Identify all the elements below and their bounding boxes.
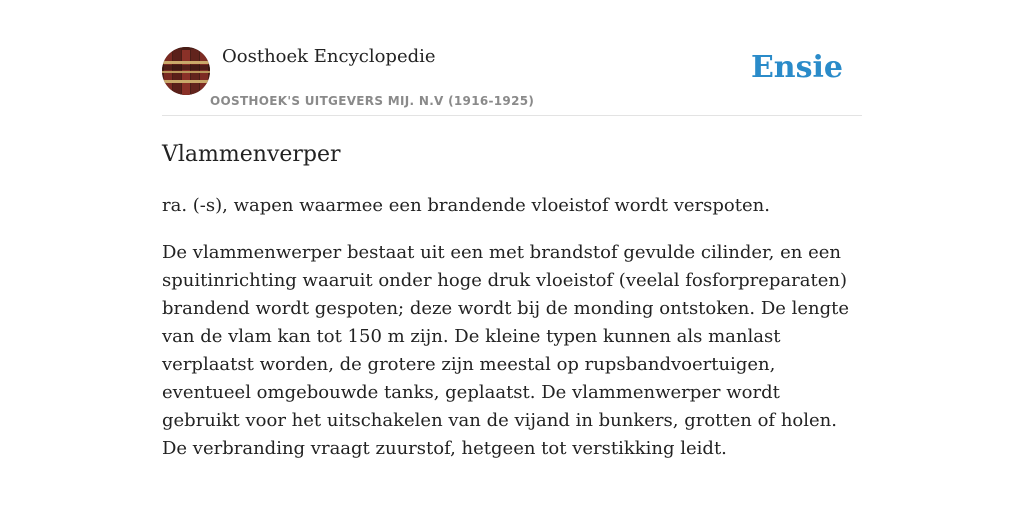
ensie-logo-link[interactable]: Ensie	[750, 50, 843, 85]
source-subtitle: OOSTHOEK'S UITGEVERS MIJ. N.V (1916-1925)	[210, 94, 535, 108]
encyclopedia-books-icon[interactable]	[162, 47, 210, 95]
entry-card	[162, 40, 862, 463]
entry-body: De vlammenwerper bestaat uit een met brandstof gevulde cilinder, en een spuitinrichting waaruit onder hoge druk vloeistof (veelal fosforpreparaten) brandend wordt gespoten; deze wordt bij de monding ontstoken. De lengte van de vlam kan tot 150 m zijn. De kleine typen kunnen als manlast verplaatst worden, de grotere zijn meestal op rupsbandvoertuigen, eventueel omgebouwde tanks, geplaatst. De vlammenwerper wordt gebruikt voor het uitschakelen van de vijand in bunkers, grotten of holen. De verbranding vraagt zuurstof, hetgeen tot verstikking leidt.	[162, 242, 850, 459]
source-header	[162, 40, 862, 116]
entry-title: Vlammenverper	[162, 142, 341, 167]
source-title[interactable]: Oosthoek Encyclopedie	[222, 46, 436, 67]
entry-definition: ra. (-s), wapen waarmee een brandende vloeistof wordt verspoten.	[162, 195, 770, 216]
